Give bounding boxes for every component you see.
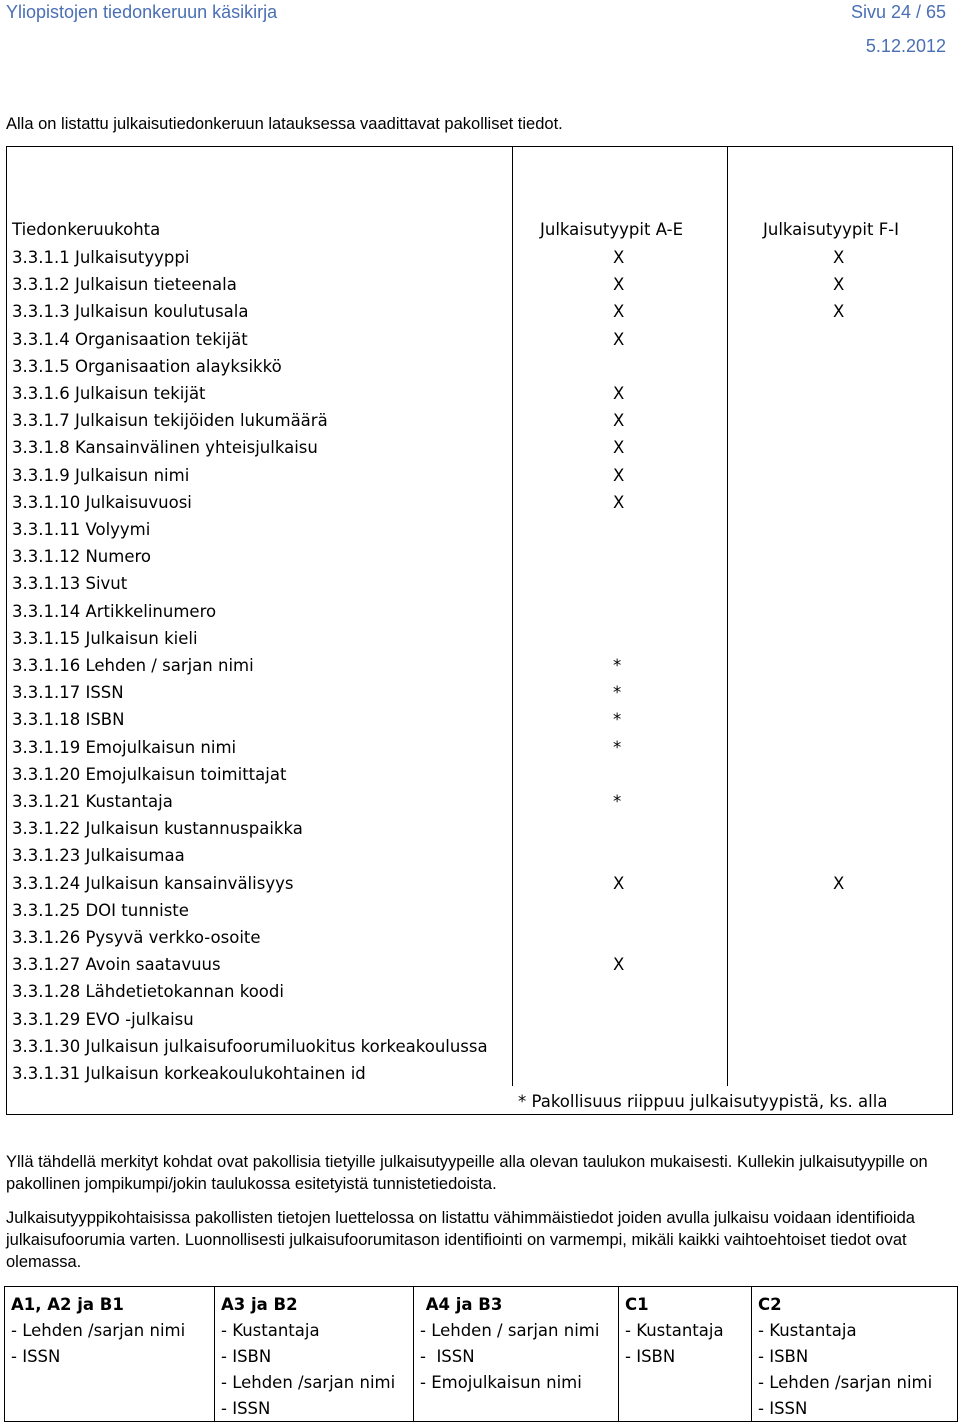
table-cell-types-a-e: * [613, 738, 622, 757]
table-row-label: 3.3.1.12 Numero [12, 547, 152, 566]
intro-paragraph: Alla on listattu julkaisutiedonkeruun latauksessa vaadittavat pakolliset tiedot. [6, 115, 563, 133]
type-column [752, 1287, 957, 1421]
table-row-label: 3.3.1.22 Julkaisun kustannuspaikka [12, 819, 303, 838]
document-date: 5.12.2012 [865, 36, 946, 56]
type-column-heading: C2 [758, 1295, 782, 1314]
type-required-item: - Emojulkaisun nimi [420, 1373, 582, 1392]
table-cell-types-a-e: X [613, 302, 625, 321]
type-column [215, 1287, 414, 1421]
table-row-label: 3.3.1.19 Emojulkaisun nimi [12, 738, 237, 757]
table-row-label: 3.3.1.7 Julkaisun tekijöiden lukumäärä [12, 411, 328, 430]
type-required-item: - Lehden /sarjan nimi [221, 1373, 396, 1392]
table-cell-types-a-e: X [613, 438, 625, 457]
type-required-item: - ISBN [758, 1347, 809, 1366]
table-cell-types-a-e: X [613, 384, 625, 403]
table-row-label: 3.3.1.17 ISSN [12, 683, 124, 702]
table-row-label: 3.3.1.21 Kustantaja [12, 792, 173, 811]
column-header-types-a-e: Julkaisutyypit A-E [540, 220, 683, 239]
table-row-label: 3.3.1.24 Julkaisun kansainvälisyys [12, 874, 294, 893]
document-title: Yliopistojen tiedonkeruun käsikirja [6, 2, 278, 22]
table-border-bottom [6, 1114, 953, 1115]
type-required-item: - Lehden /sarjan nimi [758, 1373, 933, 1392]
table-border-left [6, 146, 7, 1115]
table-row-label: 3.3.1.11 Volyymi [12, 520, 151, 539]
column-divider-1 [512, 146, 513, 1086]
table-row-label: 3.3.1.9 Julkaisun nimi [12, 466, 190, 485]
type-required-item: - ISSN [420, 1347, 475, 1366]
type-required-item: - ISBN [625, 1347, 676, 1366]
table-cell-types-a-e: X [613, 411, 625, 430]
table-row-label: 3.3.1.26 Pysyvä verkko-osoite [12, 928, 261, 947]
table-footnote: * Pakollisuus riippuu julkaisutyypistä, ks. alla [518, 1092, 888, 1111]
table-cell-types-a-e: X [613, 493, 625, 512]
table-cell-types-a-e: * [613, 792, 622, 811]
table-row-label: 3.3.1.27 Avoin saatavuus [12, 955, 221, 974]
page-number: Sivu 24 / 65 [850, 2, 946, 22]
table-row-label: 3.3.1.6 Julkaisun tekijät [12, 384, 206, 403]
table-cell-types-f-i: X [833, 302, 845, 321]
table-cell-types-f-i: X [833, 275, 845, 294]
type-required-item: - ISSN [221, 1399, 271, 1418]
table-row-label: 3.3.1.1 Julkaisutyyppi [12, 248, 190, 267]
table-row-label: 3.3.1.4 Organisaation tekijät [12, 330, 248, 349]
column-divider-2 [727, 146, 728, 1086]
column-header-types-f-i: Julkaisutyypit F-I [763, 220, 900, 239]
type-required-item: - ISSN [758, 1399, 808, 1418]
type-column-heading: A1, A2 ja B1 [11, 1295, 124, 1314]
type-required-item: - Lehden /sarjan nimi [11, 1321, 186, 1340]
publication-type-table [4, 1286, 958, 1422]
table-cell-types-f-i: X [833, 874, 845, 893]
table-row-label: 3.3.1.15 Julkaisun kieli [12, 629, 198, 648]
minimum-info-paragraph: Julkaisutyyppikohtaisissa pakollisten tietojen luettelossa on listattu vähimmäistiedot joiden avulla julkaisu voidaan identifioida julkaisufoorumia varten. Luonnollisesti julkaisufoorumitason identifiointi on varmempi, mikäli kaikki vaihtoehtoiset tiedot ovat olemassa. [6, 1209, 915, 1271]
table-row-label: 3.3.1.18 ISBN [12, 710, 125, 729]
table-cell-types-a-e: X [613, 330, 625, 349]
table-row-label: 3.3.1.28 Lähdetietokannan koodi [12, 982, 284, 1001]
table-cell-types-a-e: X [613, 874, 625, 893]
type-required-item: - Kustantaja [625, 1321, 724, 1340]
table-row-label: 3.3.1.14 Artikkelinumero [12, 602, 217, 621]
type-required-item: - Lehden / sarjan nimi [420, 1321, 600, 1340]
column-header-field: Tiedonkeruukohta [12, 220, 161, 239]
explanation-paragraph: Yllä tähdellä merkityt kohdat ovat pakollisia tietyille julkaisutyypeille alla olevan taulukon mukaisesti. Kullekin julkaisutyypille on pakollinen jompikumpi/jokin taulukossa esitetyistä tunnistetiedoista. [6, 1153, 928, 1193]
type-column [619, 1287, 752, 1421]
type-column-heading: A3 ja B2 [221, 1295, 298, 1314]
table-cell-types-a-e: X [613, 248, 625, 267]
table-border-right [952, 146, 953, 1115]
type-required-item: - Kustantaja [758, 1321, 857, 1340]
table-cell-types-a-e: X [613, 466, 625, 485]
table-row-label: 3.3.1.20 Emojulkaisun toimittajat [12, 765, 287, 784]
table-row-label: 3.3.1.30 Julkaisun julkaisufoorumiluokitus korkeakoulussa [12, 1037, 488, 1056]
table-border-top [6, 146, 953, 147]
type-required-item: - Kustantaja [221, 1321, 320, 1340]
type-required-item: - ISBN [221, 1347, 272, 1366]
table-cell-types-a-e: * [613, 710, 622, 729]
table-cell-types-a-e: X [613, 275, 625, 294]
table-cell-types-f-i: X [833, 248, 845, 267]
table-row-label: 3.3.1.31 Julkaisun korkeakoulukohtainen id [12, 1064, 366, 1083]
table-row-label: 3.3.1.2 Julkaisun tieteenala [12, 275, 237, 294]
table-cell-types-a-e: X [613, 955, 625, 974]
table-row-label: 3.3.1.5 Organisaation alayksikkö [12, 357, 282, 376]
table-row-label: 3.3.1.23 Julkaisumaa [12, 846, 185, 865]
table-row-label: 3.3.1.3 Julkaisun koulutusala [12, 302, 249, 321]
table-row-label: 3.3.1.13 Sivut [12, 574, 128, 593]
table-row-label: 3.3.1.16 Lehden / sarjan nimi [12, 656, 254, 675]
table-cell-types-a-e: * [613, 683, 622, 702]
table-row-label: 3.3.1.10 Julkaisuvuosi [12, 493, 192, 512]
type-column [5, 1287, 215, 1421]
type-column-heading: A4 ja B3 [420, 1295, 503, 1314]
table-row-label: 3.3.1.8 Kansainvälinen yhteisjulkaisu [12, 438, 318, 457]
type-column-heading: C1 [625, 1295, 649, 1314]
table-row-label: 3.3.1.29 EVO -julkaisu [12, 1010, 194, 1029]
type-column [414, 1287, 619, 1421]
type-required-item: - ISSN [11, 1347, 61, 1366]
table-row-label: 3.3.1.25 DOI tunniste [12, 901, 189, 920]
required-fields-table [6, 146, 953, 1115]
table-cell-types-a-e: * [613, 656, 622, 675]
